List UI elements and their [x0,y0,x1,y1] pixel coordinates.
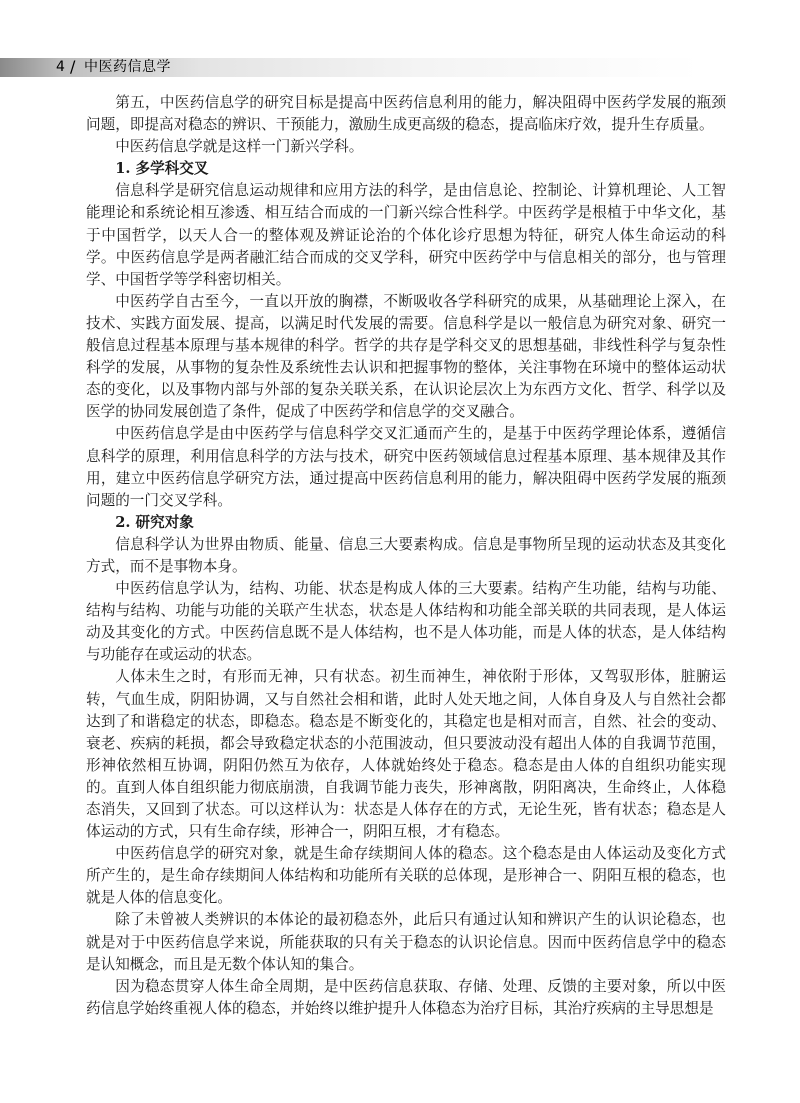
paragraph: 中医药信息学是由中医药学与信息科学交叉汇通而产生的，是基于中医药学理论体系，遵循信息科学的原理，利用信息科学的方法与技术，研究中医药领域信息过程基本原理、基本规律及其作用，建立中医药信息学研究方法，通过提高中医药信息利用的能力，解决阻碍中医药学发展的瓶颈问题的一门交叉学科。 [86,425,726,509]
paragraph: 中医药信息学就是这样一门新兴学科。 [115,138,364,156]
paragraph: 中医药学自古至今，一直以开放的胸襟，不断吸收各学科研究的成果，从基础理论上深入，在技术、实践方面发展、提高，以满足时代发展的需要。信息科学是以一般信息为研究对象、研究一般信息过程基本原理与基本规律的科学。哲学的共存是学科交叉的思想基础，非线性科学与复杂性科学的发展，从事物的复杂性及系统性去认识和把握事物的整体，关注事物在环境中的整体运动状态的变化，以及事物内部与外部的复杂关联关系，在认识论层次上为东西方文化、哲学、科学以及医学的协同发展创造了条件，促成了中医药学和信息学的交叉融合。 [86,292,726,421]
paragraph: 第五，中医药信息学的研究目标是提高中医药信息利用的能力，解决阻碍中医药学发展的瓶颈问题，即提高对稳态的辨识、干预能力，激励生成更高级的稳态，提高临床疗效，提升生存质量。 [86,94,726,134]
paragraph: 人体未生之时，有形而无神，只有状态。初生而神生，神依附于形体，又驾驭形体，脏腑运转，气血生成，阴阳协调，又与自然社会相和谐，此时人处天地之间，人体自身及人与自然社会都达到了和谐稳定的状态，即稳态。稳态是不断变化的，其稳定也是相对而言，自然、社会的变动、衰老、疾病的耗损，都会导致稳定状态的小范围波动，但只要波动没有超出人体的自我调节范围，形神依然相互协调，阴阳仍然互为依存，人体就始终处于稳态。稳态是由人体的自组织功能实现的。直到人体自组织能力彻底崩溃，自我调节能力丧失，形神离散，阴阳离决，生命终止，人体稳态消失，又回到了状态。可以这样认为：状态是人体存在的方式，无论生死，皆有状态；稳态是人体运动的方式，只有生命存续，形神合一，阴阳互根，才有稳态。 [86,668,726,841]
header-divider: / [70,57,76,76]
paragraph: 信息科学是研究信息运动规律和应用方法的科学，是由信息论、控制论、计算机理论、人工智能理论和系统论相互渗透、相互结合而成的一门新兴综合性科学。中医药学是根植于中华文化，基于中国哲学，以天人合一的整体观及辨证论治的个体化诊疗思想为特征，研究人体生命运动的科学。中医药信息学是两者融汇结合而成的交叉学科，研究中医药学中与信息相关的部分，也与管理学、中国哲学等学科密切相关。 [86,182,726,288]
paragraph: 中医药信息学的研究对象，就是生命存续期间人体的稳态。这个稳态是由人体运动及变化方式所产生的，是生命存续期间人体结构和功能所有关联的总体现，是形神合一、阴阳互根的稳态，也就是人体的信息变化。 [86,845,726,907]
page-number: 4 [56,59,65,75]
paragraph: 因为稳态贯穿人体生命全周期，是中医药信息获取、存储、处理、反馈的主要对象，所以中医药信息学始终重视人体的稳态，并始终以维护提升人体稳态为治疗目标，其治疗疾病的主导思想是 [86,977,726,1017]
book-title: 中医药信息学 [84,59,171,75]
section-heading: 2. 研究对象 [115,513,194,531]
paragraph: 除了未曾被人类辨识的本体论的最初稳态外，此后只有通过认知和辨识产生的认识论稳态，也就是对于中医药信息学来说，所能获取的只有关于稳态的认识论信息。因而中医药信息学中的稳态是认知概念，而且是无数个体认知的集合。 [86,911,726,973]
paragraph: 中医药信息学认为，结构、功能、状态是构成人体的三大要素。结构产生功能，结构与功能、结构与结构、功能与功能的关联产生状态，状态是人体结构和功能全部关联的共同表现，是人体运动及其变化的方式。中医药信息既不是人体结构，也不是人体功能，而是人体的状态，是人体结构与功能存在或运动的状态。 [86,580,726,664]
page-content [86,92,726,1020]
paragraph: 信息科学认为世界由物质、能量、信息三大要素构成。信息是事物所呈现的运动状态及其变化方式，而不是事物本身。 [86,535,726,575]
section-heading: 1. 多学科交叉 [115,160,209,178]
